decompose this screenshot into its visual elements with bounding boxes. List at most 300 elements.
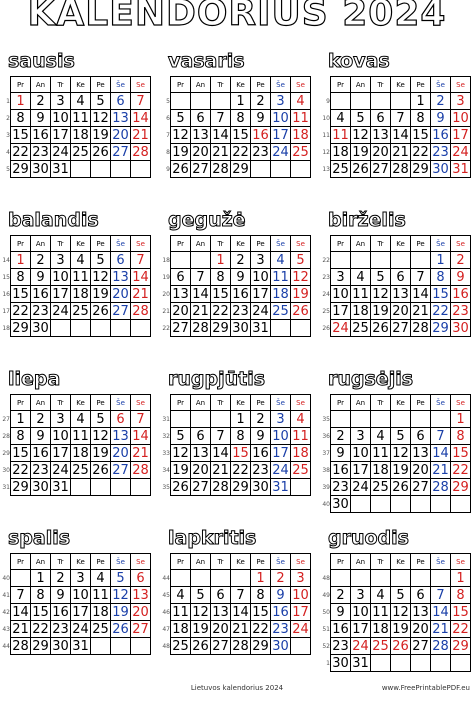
week-number: 9: [326, 98, 330, 105]
day-cell: [411, 570, 431, 587]
day-cell: 10: [71, 587, 91, 604]
week-row: [171, 428, 311, 445]
day-cell: 30: [331, 496, 351, 513]
week-number: 43: [2, 626, 10, 633]
week-row: [331, 320, 471, 337]
weekday-header: Tr: [51, 554, 71, 570]
day-cell: 31: [271, 479, 291, 496]
day-cell: 31: [51, 479, 71, 496]
day-cell: 27: [391, 320, 411, 337]
day-cell: 3: [271, 411, 291, 428]
weekday-header: Pr: [171, 554, 191, 570]
day-cell: 12: [191, 604, 211, 621]
day-cell: 26: [391, 479, 411, 496]
day-cell: 8: [11, 428, 31, 445]
week-row: [331, 269, 471, 286]
day-cell: 22: [251, 621, 271, 638]
day-cell: 10: [51, 428, 71, 445]
day-cell: [91, 638, 111, 655]
week-number: 36: [322, 433, 330, 440]
day-cell: 20: [111, 445, 131, 462]
weekday-header: Tr: [51, 77, 71, 93]
day-cell: 2: [251, 411, 271, 428]
day-cell: 22: [451, 462, 471, 479]
day-cell: 8: [411, 110, 431, 127]
day-cell: 3: [331, 269, 351, 286]
day-cell: 27: [111, 144, 131, 161]
day-cell: 12: [291, 269, 311, 286]
day-cell: 11: [91, 587, 111, 604]
week-row: [11, 93, 151, 110]
day-cell: [291, 638, 311, 655]
day-cell: 15: [251, 604, 271, 621]
week-number: 5: [166, 98, 170, 105]
week-number: 12: [322, 149, 330, 156]
day-cell: 28: [231, 638, 251, 655]
weekday-header: Tr: [51, 236, 71, 252]
week-row: [11, 479, 151, 496]
day-cell: 7: [191, 269, 211, 286]
day-cell: [71, 479, 91, 496]
week-number: 35: [162, 484, 170, 491]
day-cell: 6: [111, 93, 131, 110]
week-row: [331, 604, 471, 621]
day-cell: 19: [371, 303, 391, 320]
day-cell: 16: [431, 127, 451, 144]
weekday-header: Se: [131, 554, 151, 570]
day-cell: 4: [291, 411, 311, 428]
day-cell: 30: [231, 320, 251, 337]
day-cell: [371, 252, 391, 269]
week-row: [331, 587, 471, 604]
week-row: [11, 428, 151, 445]
day-cell: 4: [71, 93, 91, 110]
day-cell: 17: [351, 462, 371, 479]
weekday-header: Tr: [211, 395, 231, 411]
day-cell: 24: [271, 144, 291, 161]
day-cell: 2: [331, 587, 351, 604]
day-cell: 29: [251, 638, 271, 655]
day-cell: 28: [431, 638, 451, 655]
day-cell: 18: [351, 303, 371, 320]
day-cell: 26: [291, 303, 311, 320]
day-cell: 4: [371, 428, 391, 445]
week-row: [331, 161, 471, 178]
weekday-header: Tr: [371, 395, 391, 411]
day-cell: 7: [11, 587, 31, 604]
week-number: 44: [2, 643, 10, 650]
day-cell: 13: [111, 428, 131, 445]
weekday-header: An: [191, 554, 211, 570]
week-row: [331, 127, 471, 144]
day-cell: 8: [451, 587, 471, 604]
day-cell: [131, 320, 151, 337]
day-cell: 26: [351, 161, 371, 178]
day-cell: 29: [11, 161, 31, 178]
day-cell: 19: [391, 621, 411, 638]
week-number: 50: [322, 609, 330, 616]
day-cell: 9: [31, 428, 51, 445]
day-cell: 23: [251, 462, 271, 479]
weekday-header: Tr: [211, 236, 231, 252]
day-cell: 17: [71, 604, 91, 621]
day-cell: 18: [371, 462, 391, 479]
day-cell: 3: [51, 411, 71, 428]
day-cell: 19: [171, 144, 191, 161]
day-cell: 27: [411, 479, 431, 496]
day-cell: 1: [11, 411, 31, 428]
day-cell: [431, 496, 451, 513]
day-cell: [271, 161, 291, 178]
week-row: [171, 161, 311, 178]
day-cell: 20: [111, 127, 131, 144]
day-cell: 15: [211, 286, 231, 303]
weekday-header: Ke: [231, 77, 251, 93]
weekday-header: Tr: [371, 77, 391, 93]
month-grid: [162, 553, 311, 655]
day-cell: [111, 479, 131, 496]
month-grid: [6, 76, 151, 178]
day-cell: 5: [191, 587, 211, 604]
day-cell: 15: [431, 286, 451, 303]
week-number: 2: [6, 115, 10, 122]
weekday-header: Pe: [411, 554, 431, 570]
day-cell: 21: [211, 144, 231, 161]
day-cell: [191, 252, 211, 269]
day-cell: 12: [91, 110, 111, 127]
week-row: [331, 286, 471, 303]
week-row: [11, 269, 151, 286]
week-row: [171, 144, 311, 161]
week-row: [331, 638, 471, 655]
day-cell: 23: [51, 621, 71, 638]
day-cell: 25: [351, 320, 371, 337]
day-cell: 9: [331, 445, 351, 462]
week-row: [11, 252, 151, 269]
week-number: 44: [162, 575, 170, 582]
day-cell: 24: [51, 303, 71, 320]
day-cell: 5: [91, 411, 111, 428]
weekday-header: Še: [271, 554, 291, 570]
day-cell: 12: [91, 269, 111, 286]
day-cell: 3: [351, 428, 371, 445]
month-11: [320, 525, 470, 705]
week-number: 13: [322, 166, 330, 173]
day-cell: 25: [71, 144, 91, 161]
day-cell: 4: [91, 570, 111, 587]
day-cell: 15: [11, 127, 31, 144]
day-cell: 7: [391, 110, 411, 127]
week-number: 1: [326, 660, 330, 667]
week-number: 33: [162, 450, 170, 457]
day-cell: [131, 638, 151, 655]
day-cell: 21: [131, 445, 151, 462]
day-cell: 18: [331, 144, 351, 161]
day-cell: 8: [31, 587, 51, 604]
week-number: 14: [2, 257, 10, 264]
day-cell: [191, 411, 211, 428]
week-row: [11, 303, 151, 320]
week-number: 22: [162, 325, 170, 332]
day-cell: 9: [251, 110, 271, 127]
day-cell: 5: [291, 252, 311, 269]
day-cell: 31: [251, 320, 271, 337]
day-cell: 25: [291, 462, 311, 479]
day-cell: 5: [371, 269, 391, 286]
weekday-header: Pe: [251, 395, 271, 411]
day-cell: 23: [271, 621, 291, 638]
day-cell: 17: [331, 303, 351, 320]
day-cell: 29: [411, 161, 431, 178]
day-cell: 10: [271, 110, 291, 127]
week-row: [331, 655, 471, 672]
day-cell: 3: [351, 587, 371, 604]
day-cell: 6: [191, 110, 211, 127]
day-cell: 24: [291, 621, 311, 638]
week-row: [11, 144, 151, 161]
day-cell: [71, 320, 91, 337]
day-cell: [291, 320, 311, 337]
week-number: 31: [2, 484, 10, 491]
day-cell: 7: [411, 269, 431, 286]
month-name: rugsėjis: [328, 368, 414, 390]
day-cell: [411, 496, 431, 513]
week-row: [331, 445, 471, 462]
day-cell: 23: [251, 144, 271, 161]
day-cell: 1: [431, 252, 451, 269]
weekday-header: Pr: [171, 236, 191, 252]
week-row: [171, 269, 311, 286]
month-grid: [2, 553, 151, 655]
month-name: lapkritis: [168, 527, 257, 549]
day-cell: 26: [171, 161, 191, 178]
day-cell: 20: [171, 303, 191, 320]
weekday-header: Pe: [411, 236, 431, 252]
day-cell: 9: [331, 604, 351, 621]
day-cell: 24: [351, 638, 371, 655]
weekday-header: Še: [431, 236, 451, 252]
day-cell: 16: [251, 445, 271, 462]
week-number: 24: [322, 291, 330, 298]
weekday-header: Se: [291, 77, 311, 93]
month-grid: [322, 553, 471, 672]
day-cell: [411, 411, 431, 428]
day-cell: 9: [431, 110, 451, 127]
day-cell: 2: [51, 570, 71, 587]
week-row: [11, 445, 151, 462]
week-number: 35: [322, 416, 330, 423]
weekday-header: Pr: [11, 236, 31, 252]
day-cell: [371, 411, 391, 428]
day-cell: 26: [391, 638, 411, 655]
day-cell: 3: [51, 93, 71, 110]
day-cell: 1: [451, 411, 471, 428]
day-cell: 11: [71, 110, 91, 127]
week-row: [331, 252, 471, 269]
day-cell: [91, 479, 111, 496]
day-cell: 29: [11, 479, 31, 496]
day-cell: 10: [291, 587, 311, 604]
day-cell: [451, 655, 471, 672]
day-cell: 13: [411, 604, 431, 621]
weekday-header: Ke: [71, 554, 91, 570]
week-number: 34: [162, 467, 170, 474]
week-number: 4: [6, 149, 10, 156]
day-cell: 7: [431, 428, 451, 445]
day-cell: 26: [91, 462, 111, 479]
day-cell: 24: [331, 320, 351, 337]
weekday-header: An: [191, 395, 211, 411]
day-cell: [91, 161, 111, 178]
day-cell: 2: [431, 93, 451, 110]
day-cell: 29: [11, 320, 31, 337]
day-cell: 12: [91, 428, 111, 445]
day-cell: 6: [411, 428, 431, 445]
day-cell: 20: [211, 621, 231, 638]
day-cell: 4: [291, 93, 311, 110]
weekday-header: Pe: [411, 395, 431, 411]
day-cell: [131, 161, 151, 178]
day-cell: 21: [231, 621, 251, 638]
day-cell: 11: [171, 604, 191, 621]
day-cell: 20: [411, 462, 431, 479]
week-number: 17: [2, 308, 10, 315]
weekday-header: An: [351, 395, 371, 411]
day-cell: 22: [31, 621, 51, 638]
day-cell: 5: [91, 252, 111, 269]
day-cell: 22: [231, 462, 251, 479]
day-cell: [391, 655, 411, 672]
day-cell: 19: [171, 462, 191, 479]
weekday-header: Se: [451, 395, 471, 411]
day-cell: 23: [331, 638, 351, 655]
day-cell: 30: [31, 320, 51, 337]
day-cell: 7: [231, 587, 251, 604]
weekday-header: Še: [271, 236, 291, 252]
week-number: 45: [162, 592, 170, 599]
day-cell: 16: [31, 445, 51, 462]
day-cell: 28: [131, 303, 151, 320]
weekday-header: Pe: [91, 236, 111, 252]
day-cell: 22: [231, 144, 251, 161]
week-number: 51: [322, 626, 330, 633]
week-number: 37: [322, 450, 330, 457]
week-number: 29: [2, 450, 10, 457]
week-row: [331, 479, 471, 496]
day-cell: 1: [231, 93, 251, 110]
day-cell: 22: [11, 462, 31, 479]
day-cell: 28: [131, 144, 151, 161]
day-cell: 13: [371, 127, 391, 144]
day-cell: 17: [451, 127, 471, 144]
week-number: 32: [162, 433, 170, 440]
day-cell: 26: [371, 320, 391, 337]
day-cell: 9: [51, 587, 71, 604]
day-cell: 18: [71, 445, 91, 462]
day-cell: [291, 479, 311, 496]
day-cell: 12: [111, 587, 131, 604]
weekday-header: Ke: [71, 236, 91, 252]
day-cell: 15: [451, 604, 471, 621]
week-number: 41: [2, 592, 10, 599]
day-cell: 31: [351, 655, 371, 672]
weekday-header: Se: [291, 554, 311, 570]
week-number: 1: [6, 98, 10, 105]
day-cell: 18: [171, 621, 191, 638]
day-cell: 5: [171, 110, 191, 127]
day-cell: 2: [331, 428, 351, 445]
day-cell: 11: [371, 604, 391, 621]
day-cell: 30: [51, 638, 71, 655]
day-cell: 23: [31, 462, 51, 479]
weekday-header: Tr: [211, 554, 231, 570]
day-cell: 28: [391, 161, 411, 178]
weekday-header: Pr: [331, 77, 351, 93]
day-cell: 9: [451, 269, 471, 286]
weekday-header: Pr: [11, 77, 31, 93]
day-cell: 24: [51, 144, 71, 161]
day-cell: 2: [231, 252, 251, 269]
day-cell: 22: [411, 144, 431, 161]
day-cell: 29: [31, 638, 51, 655]
day-cell: 9: [31, 110, 51, 127]
week-row: [11, 411, 151, 428]
day-cell: 8: [211, 269, 231, 286]
week-number: 3: [6, 132, 10, 139]
weekday-header: Tr: [211, 77, 231, 93]
week-number: 20: [162, 291, 170, 298]
day-cell: 24: [351, 479, 371, 496]
day-cell: [211, 411, 231, 428]
day-cell: 30: [271, 638, 291, 655]
day-cell: [191, 93, 211, 110]
week-number: 40: [322, 501, 330, 508]
day-cell: 18: [291, 127, 311, 144]
day-cell: 19: [291, 286, 311, 303]
month-grid: [322, 394, 471, 513]
day-cell: 29: [451, 479, 471, 496]
week-number: 26: [322, 325, 330, 332]
day-cell: 14: [411, 286, 431, 303]
day-cell: [451, 496, 471, 513]
day-cell: 14: [431, 604, 451, 621]
day-cell: [171, 411, 191, 428]
day-cell: 19: [191, 621, 211, 638]
week-row: [331, 621, 471, 638]
weekday-header: Pr: [171, 395, 191, 411]
day-cell: 5: [351, 110, 371, 127]
day-cell: 22: [11, 303, 31, 320]
week-row: [171, 462, 311, 479]
day-cell: 10: [251, 269, 271, 286]
day-cell: 17: [271, 445, 291, 462]
day-cell: 11: [71, 428, 91, 445]
day-cell: [431, 411, 451, 428]
week-number: 21: [162, 308, 170, 315]
weekday-header: Se: [451, 554, 471, 570]
weekday-header: Tr: [51, 395, 71, 411]
weekday-header: An: [351, 77, 371, 93]
day-cell: 8: [11, 269, 31, 286]
week-number: 52: [322, 643, 330, 650]
day-cell: 3: [71, 570, 91, 587]
week-row: [11, 638, 151, 655]
month-name: liepa: [8, 368, 61, 390]
weekday-header: Pr: [11, 395, 31, 411]
month-grid: [322, 76, 471, 178]
day-cell: 4: [71, 411, 91, 428]
day-cell: 5: [391, 428, 411, 445]
